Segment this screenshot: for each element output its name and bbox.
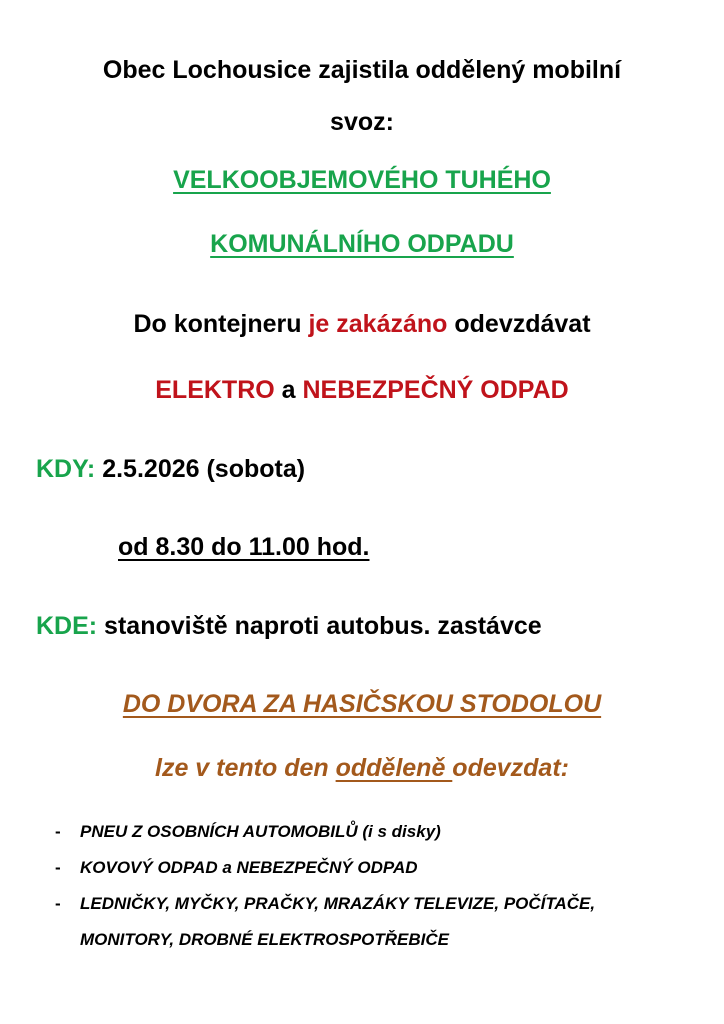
when-row: [36, 455, 724, 484]
separate-intro-highlight: odděleně: [335, 754, 453, 782]
items-list: [55, 814, 595, 958]
prohibited-connector: a: [274, 376, 303, 404]
when-time: od 8.30 do 11.00 hod.: [118, 533, 370, 561]
bullet-dash: [55, 922, 80, 958]
bullet-dash: -: [55, 894, 61, 913]
prohibition-highlight: je zakázáno: [308, 310, 448, 338]
separate-intro: [0, 754, 724, 783]
separate-location: [0, 690, 724, 719]
where-row: [36, 612, 724, 641]
where-place: stanoviště naproti autobus. zastávce: [97, 612, 542, 640]
list-item-text: LEDNIČKY, MYČKY, PRAČKY, MRAZÁKY TELEVIZE, POČÍTAČE,: [80, 894, 596, 913]
list-item-text: PNEU Z OSOBNÍCH AUTOMOBILŮ (i s disky): [80, 822, 441, 841]
heading-line-2: svoz:: [330, 108, 394, 136]
separate-intro-suffix: odevzdat:: [452, 754, 569, 782]
prohibited-items: [0, 376, 724, 405]
list-item: [55, 814, 595, 850]
when-date: 2.5.2026 (sobota): [95, 455, 306, 483]
waste-type-line-2: KOMUNÁLNÍHO ODPADU: [210, 230, 514, 258]
separate-intro-prefix: lze v tento den: [155, 754, 336, 782]
separate-location-text: DO DVORA ZA HASIČSKOU STODOLOU: [122, 690, 602, 718]
list-item-text: KOVOVÝ ODPAD a NEBEZPEČNÝ ODPAD: [80, 858, 418, 877]
list-item-text: MONITORY, DROBNÉ ELEKTROSPOTŘEBIČE: [80, 930, 450, 949]
bullet-dash: -: [55, 858, 61, 877]
where-label: KDE:: [36, 612, 98, 640]
when-label: KDY:: [36, 455, 96, 483]
waste-type-title: [0, 166, 724, 195]
prohibition-text: [0, 310, 724, 339]
bullet-dash: -: [55, 822, 61, 841]
prohibited-item-electro: ELEKTRO: [155, 376, 275, 404]
heading-line-1: Obec Lochousice zajistila oddělený mobilní: [102, 56, 622, 84]
waste-type-line-1: VELKOOBJEMOVÉHO TUHÉHO: [173, 166, 551, 194]
prohibition-prefix: Do kontejneru: [133, 310, 309, 338]
list-item: [55, 850, 595, 886]
list-item: [55, 886, 595, 922]
waste-type-subtitle: [0, 230, 724, 259]
list-item: [55, 922, 595, 958]
time-row: [118, 533, 724, 562]
prohibited-item-hazardous: NEBEZPEČNÝ ODPAD: [302, 376, 569, 404]
prohibition-suffix: odevzdávat: [447, 310, 591, 338]
